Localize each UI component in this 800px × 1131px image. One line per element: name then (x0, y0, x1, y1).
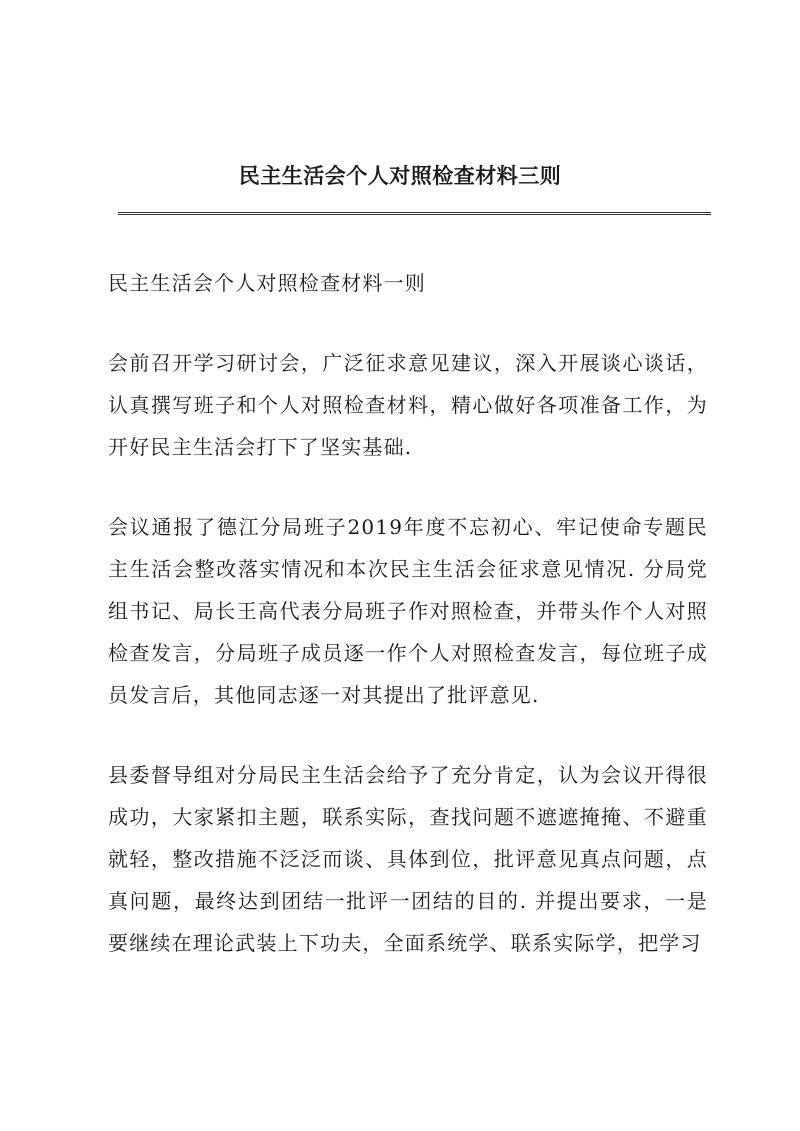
document-body (108, 262, 708, 1002)
paragraph-1: 会前召开学习研讨会，广泛征求意见建议，深入开展谈心谈话，认真撰写班子和个人对照检查材料，精心做好各项准备工作，为开好民主生活会打下了坚实基础. (108, 351, 708, 459)
paragraph-3: 县委督导组对分局民主生活会给予了充分肯定，认为会议开得很成功，大家紧扣主题，联系实际，查找问题不遮遮掩掩、不避重就轻，整改措施不泛泛而谈、具体到位，批评意见真点问题，点真问题，最终达到团结一批评一团结的目的. 并提出要求，一是要继续在理论武装上下功夫，全面系统学、联系实际学，把学习 (108, 763, 708, 955)
paragraph-2: 会议通报了德江分局班子2019年度不忘初心、牢记使命专题民主生活会整改落实情况和本次民主生活会征求意见情况. 分局党组书记、局长王高代表分局班子作对照检查，并带头作个人对照检查发言，分局班子成员逐一作个人对照检查发言，每位班子成员发言后，其他同志逐一对其提出了批评意见. (108, 515, 708, 707)
title-divider (118, 212, 711, 215)
section-heading: 民主生活会个人对照检查材料一则 (108, 271, 426, 295)
document-title: 民主生活会个人对照检查材料三则 (238, 163, 562, 188)
